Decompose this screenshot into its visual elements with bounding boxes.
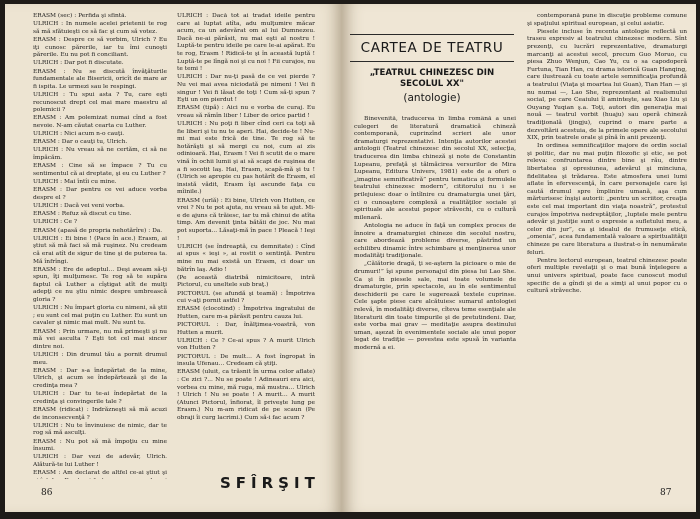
dialogue-line: ULRICH : Nu poţi fi liber cînd ceri ca toţi să fie liberi şi tu nu te aperi. Hai, decide-te ! Nu-mi mai este frică de tine. Te rog să te hotărăşti şi să mergi cu noi, cum ai zis odinioară. Hai, Erasm ! Vei fi scutit de o mare vină în ochii lumii şi ai să scapi de ruşinea de a fi socotit laş. Hai, Erasm, scapă-mă şi tu ! (Ulrich se apropie cu pas hotărît de Erasm, el insistă vădit, Erasm îşi ascunde faţa cu mîinile.) <box>177 121 315 196</box>
dialogue-line: ERASM : Refuz să discut cu tine. <box>33 211 132 218</box>
dialogue-line: PICTORUL : De mult… A fost îngropat în insula Ufenau… Credeam că ştiţi. <box>177 353 315 368</box>
dialogue-line: ERASM : Despre ce să vorbim, Ulrich ? Eu iţi cunosc părerile, iar tu îmi cunoşti părerile. Eu nu pot fi conciliant. <box>33 36 167 59</box>
section-header: CARTEA DE TEATRU <box>350 34 514 62</box>
dialogue-line: ULRICH : Mai întîi cu mine. <box>33 179 117 185</box>
article-title: „TEATRUL CHINEZESC DIN SECOLUL XX" <box>369 68 495 89</box>
dialogue-line: PICTORUL (se afundă şi teamă) : Împotriva cui v-aţi pornit astfel ? <box>177 290 315 305</box>
dialogue-line: ULRICH : Nu vreau să ne certăm, ci să ne împăcăm. <box>33 147 167 162</box>
dialogue-line: ULRICH : Tu spui asta ? Tu, care eşti recunoscut drept cel mai mare maestru al polemicii ? <box>33 91 167 114</box>
dialogue-line: ULRICH : Din drumul tău a pornit drumul meu. <box>33 352 167 366</box>
dialogue-line: ERASM (ridicat) : Indrăzneşti să mă acuzi de inconsecvenţă ? <box>33 406 167 421</box>
paragraph: „Călătorie dragă, ţi se-aştern la picioare o mie de drumuri!” îşi spune personajul din piesa lui Lao She. Ca şi în piesele sale, mai toate volumele de dramaturgie, prin spectacole, au în ele sentimentul deschiderii pe care le sugerează textele cuprinse. Cele şapte piese care alcătuiesc sumarul antologiei relevă, în modalităţi diverse, cîteva teme esenţiale ale literaturii din toate timpurile şi de pretutindeni. Dar, este vorba mai grav — meditaţie asupra destinului uman, aşezat în evenimentele sociale ale unui popor legat de tradiţie — povestea este spusă în varianta modernă a ei. <box>354 261 516 351</box>
dialogue-line: ULRICH : In numele acelei prietenii te rog să mă sfătuieşti ce să fac şi cum să votez. <box>33 21 167 35</box>
article-subtitle: (antologie) <box>403 92 461 104</box>
dialogue-line: ULRICH : Dacă tot ai tradat ideile pentru care ai luptat atîta, adu mulţumire măcar acum, ca un adevărat om al lui Dumnezeu. Dacă ne-ai părăsit, nu mai eşti al nostru ! Luptă-te pentru ideile pe care le-ai apărat. Eu te rog, Erasm ! Ridică-te şi în această luptă ! Luptă-te pe lîngă noi şi cu noi ! Fii curajos, nu te temi ! <box>177 13 315 73</box>
dialogue-line: ERASM : Dar pentru ce vei aduce vorba despre el ? <box>33 187 167 201</box>
dialogue-line: ERASM : Cine să se împace ? Tu cu sentimentul că ai dreptate, şi eu cu Luther ? <box>33 163 167 177</box>
dialogue-line: ERASM (clocotind) : Împotriva ingratului de Hutten, care m-a părăsit pentru cauza lui. <box>177 306 315 320</box>
paragraph: Piesele incluse în recenta antologie reflectă un traseu expresiv al teatrului chinezesc modern. Sînt prezenţi, cu lucrări reprezentative, dramaturgi marcanţi ai acestui secol, precum Guo Moruo, cu piesa Zhuo Wenjun, Cao Yu, cu o sa capodoperă Furtuna, Tian Han, cu drama istorică Guan Hanqing, care ilustrează cu toate artele semnificaţia profundă a teatrului (Viaţa şi moartea lui Guan), Tian Han — şi nu numai —, Lao She, reprezentant al realismului social, pe care Ceaiului îl aminteşte, sau Xiao Liu şi Ouyang Yuqian ş.a. Toţi, autori din generaţia mai nouă — teatrul vorbit (huaju) sau operă chineză tradiţională (jingju), cuprind o mare parte a dezvoltării acestuia, de la primele opere ale secolului XIX, prin teatrele orale şi pînă în anii prezenţi. <box>527 28 687 142</box>
dialogue-line: ERASM : Nu se discută învăţăturile fundamentale ale Bisericii, oricît de mare ar fi ispita. Le urmezi sau le respingi. <box>33 68 167 90</box>
dialogue-line: ERASM : Dar o cauţi tu, Ulrich. <box>33 139 128 146</box>
paragraph: Antologia ne aduce în faţă un complex proces de înnoire a dramaturgiei chineze din secolul nostru, care abordează probleme diverse, păstrînd un echilibru dinamic între schimbare şi menţinerea unor modalităţi tradiţionale. <box>354 222 516 260</box>
dialogue-line: ERASM : Am declarat de altfel ce-ai ştiut şi <box>33 470 167 477</box>
dialogue-line: ULRICH : Nu împart gloria cu nimeni, să ştii ; eu sunt cel mai puţin cu Luther. Eu sunt un cavaler şi nimic mai mult. Nu sunt tu. <box>33 305 167 327</box>
dialogue-line: ULRICH : Dar nu-ţi pasă de ce vei pierde ? Nu vei mai avea niciodată pe nimeni ! Vei fi singur ! Vei fi lăsat de toţi ! Cum să-ţi spun ? Eşti un om pierdut ! <box>177 74 315 104</box>
dialogue-line: ERASM (apasă de propria nehotărîre) : Da. <box>33 227 163 234</box>
dialogue-line: ULRICH : Ei bine ! (Pace în ace.) Erasm, ai ştiut să mă faci să mă ruşinez. Nu credeam că erai atît de sigur de tine şi de puterea ta. Mă înfrîngi. <box>33 235 167 265</box>
right-column-1 <box>354 116 516 500</box>
dialogue-line: ERASM (urlă) : Ei bine, Ulrich von Hutten, ce vrei ? Nu te pot ajuta, nu vreau să te ajut. Mi-e de ajuns că trăiesc, iar tu mă chinui de atîta timp. Am devenit ţinta bătăii de joc. Nu mai pot suporta... Lăsaţi-mă în pace ! Pleacă ! Ieşi ! <box>177 197 315 242</box>
left-column-2 <box>177 13 315 433</box>
left-column-1 <box>33 13 167 479</box>
dialogue-line: ERASM (sec) : Perfida şi sfîntă. <box>33 13 127 19</box>
dialogue-line: ULRICH : Nici acum n-o cauţi. <box>33 131 125 138</box>
dialogue-line: ULRICH : Ce ? <box>33 219 78 226</box>
page-number-right: 87 <box>660 488 672 498</box>
dialogue-line: ULRICH : Dar pot fi discutate. <box>33 60 124 67</box>
left-page <box>5 4 342 512</box>
dialogue-line: ULRICH : Ce ? Ce-ai spus ? A murit Ulrich von Hutten ? <box>177 337 315 352</box>
paragraph: In ordinea semnificaţiilor majore de ordin social şi politic, dar nu mai puţin filozofic şi etic, se pot releva: confruntarea dintre bine şi rău, dintre libertatea şi opresiunea, adevărul şi minciuna, fidelitatea şi trădarea. Este atmosfera unei lumi aflate în efervescenţă, în care personajele care îşi caută drumul spre împlinire umană, aşa cum mărturisesc înşişi autorii: „pentru un scriitor, creaţia este cel mai important din viaţa noastră”, protestul curajos împotriva nedreptăţilor, „luptele mele pentru adevăr şi justiţie sunt o expresie a sufletului meu, a celor din jur”, ca şi idealul de frumuseţe etică, „omenia”, acea fundamentală valoare a spiritualităţii chineze pe care literatura a ilustrat-o în nenumărate feluri. <box>527 143 687 256</box>
dialogue-line: ERASM (uluit, ca trăsnit în urma celor aflate) : Ce zici ?... Nu se poate ! Adineauri era aici, vorbea cu mine, mă ruga, mă mustra… Ulrich ! Ulrich ! Nu se poate ! A murit… A murit (Atunci Pictorul, înfiorat, îl priveşte lung pe Erasm.) Nu m-am ridicat de pe scaun (Pe obraji îi curg lacrimi.) Cum să-i fac acum ? <box>177 369 315 421</box>
page-number-left: 86 <box>41 488 53 498</box>
paragraph: contemporană pune în discuţie probleme comune şi spaţiului spiritual european, şi celui asiatic. <box>527 13 687 27</box>
paragraph: Binevenită, traducerea în limba română a unei culegeri de literatură dramatică chineză contemporană, cuprinzînd scrieri ale unor dramaturgi reprezentativi. Intenţia autorilor acestei antologii (Teatrul chinezesc din secolul XX, selecţia, traducerea din limba chineză şi note de Constantin Lupeanu, prefaţă şi tălmăcirea versurilor de Mira Lupeanu, Editura Univers, 1981) este de a oferi o „imagine semnificativă” pentru tematica şi formulele teatrului chinezesc modern”, cititorului nu i se prilejuiesc doar o întîlnire cu dramaturgia unei ţări, ci o cunoaştere complexă a realităţilor sociale şi spirituale ale acestui popor străvechi, cu o cultură milenară. <box>354 116 516 221</box>
right-column-2 <box>527 13 687 501</box>
dialogue-line: ERASM (tipă) : Aici nu e vorba de curaj. Eu vreau să rămîn liber ! Liber de orice partid ! <box>177 105 315 119</box>
dialogue-line: ULRICH : Nu te învinuiesc de nimic, dar te rog să mă asculţi. <box>33 422 167 437</box>
paragraph: Pentru lectorul european, teatrul chinezesc poate oferi multiple revelaţii şi o mai bună înţelegere a unui univers spiritual, poate face cunoscut modul specific de a gîndi şi de a simţi al unui popor cu o cultură străveche. <box>527 257 687 295</box>
dialogue-line: PICTORUL : Dar, înălţimea-voastră, von Hutten a murit. <box>177 322 315 336</box>
dialogue-line: ERASM : Dar s-a îndepărtat de la mine, Ulrich, şi acum se îndepărtează şi de la credinţa mea ? <box>33 367 167 389</box>
dialogue-line: ULRICH : Dar vezi de adevăr, Ulrich. Alătură-te lui Luther ! <box>33 454 167 468</box>
dialogue-line: ERASM : Am polemizat numai cînd a fost nevoie. N-am căutat cearta cu Luther. <box>33 115 167 129</box>
dialogue-line: ULRICH (se îndreaptă, cu demnitate) : Cînd ai spus « ieşi », ai rostit o sentinţă. Pentru mine nu mai există un Erasm, ci doar un bătrîn laş. Adio ! <box>177 243 315 273</box>
dialogue-line: ULRICH : Dacă vei veni vorba. <box>33 202 125 209</box>
dialogue-line: ERASM : Ere de adeptul… Deşi aveam să-ţi spun, îţi mulţumesc. Te rog să te supăra faptul că Luther a cîştigat atît de mulţi adepţi ce nu ştiu nimic despre umbrească gloria ? <box>33 266 167 304</box>
dialogue-line: ULRICH : Dar tu te-ai îndepărtat de la credinţa şi convingerile tale ? <box>33 391 167 405</box>
dialogue-line: ERASM : Nu pot să mă împoţiu cu mine însumi. <box>33 438 167 453</box>
end-mark: SFÎRŞIT <box>220 474 320 492</box>
right-page <box>342 4 696 512</box>
dialogue-line: ERASM : Prin urmare, nu mă primeşti şi nu mă vei asculta ? Eşti tot cel mai sincer dintre noi. <box>33 328 167 350</box>
dialogue-line: (Pe această diatribă nimicitoare, intră Pictorul, cu uneltele sub braţ.) <box>177 274 315 289</box>
